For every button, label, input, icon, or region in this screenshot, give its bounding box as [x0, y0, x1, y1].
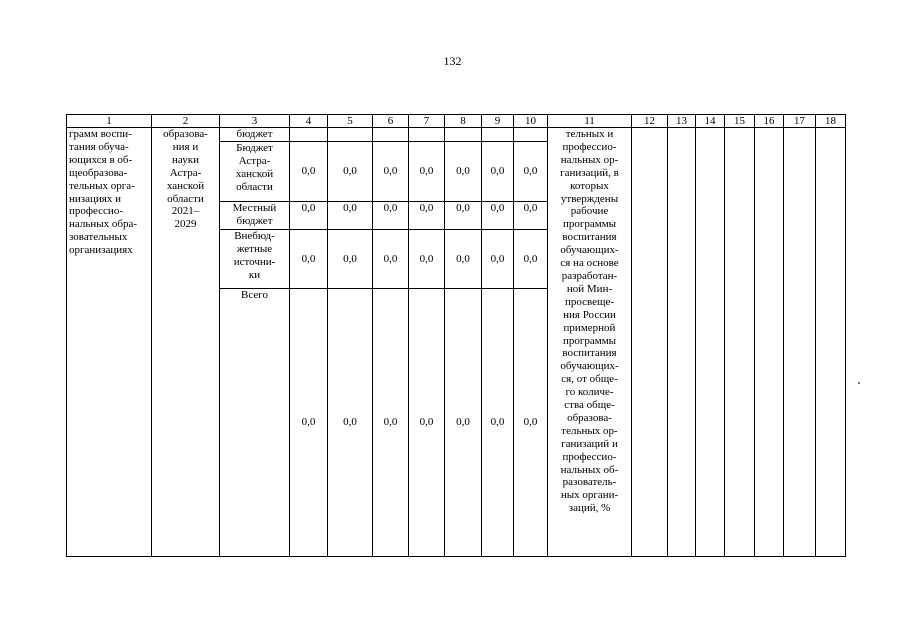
program-table [66, 114, 846, 557]
empty-cell [632, 128, 668, 557]
value-cell: 0,0 [514, 142, 548, 202]
value-cell: 0,0 [373, 142, 409, 202]
empty-cell [668, 128, 696, 557]
header-cell: 2 [152, 115, 220, 128]
value-cell: 0,0 [409, 289, 445, 557]
value-cell: 0,0 [445, 289, 482, 557]
value-cell: 0,0 [514, 289, 548, 557]
value-cell [373, 128, 409, 142]
header-cell: 12 [632, 115, 668, 128]
source-text: Внебюд- жетные источни- ки [233, 230, 276, 281]
value-cell [290, 128, 328, 142]
value-cell: 0,0 [328, 202, 373, 230]
value-cell: 0,0 [514, 202, 548, 230]
source-cell [220, 230, 290, 289]
value-cell: 0,0 [290, 142, 328, 202]
value-cell [482, 128, 514, 142]
header-cell: 1 [67, 115, 152, 128]
header-cell: 5 [328, 115, 373, 128]
value-cell: 0,0 [290, 230, 328, 289]
value-cell: 0,0 [409, 230, 445, 289]
value-cell: 0,0 [445, 230, 482, 289]
source-cell [220, 202, 290, 230]
value-cell: 0,0 [482, 202, 514, 230]
value-cell: 0,0 [409, 142, 445, 202]
value-cell: 0,0 [482, 289, 514, 557]
value-cell [409, 128, 445, 142]
value-cell: 0,0 [445, 142, 482, 202]
source-cell [220, 142, 290, 202]
empty-cell [816, 128, 846, 557]
value-cell: 0,0 [290, 202, 328, 230]
source-text: Бюджет Астра- ханской области [235, 142, 274, 193]
header-cell: 17 [784, 115, 816, 128]
table-row [67, 128, 846, 142]
empty-cell [755, 128, 784, 557]
value-cell: 0,0 [445, 202, 482, 230]
program-name-cell [67, 128, 152, 557]
empty-cell [725, 128, 755, 557]
header-cell: 4 [290, 115, 328, 128]
value-cell: 0,0 [409, 202, 445, 230]
header-cell: 11 [548, 115, 632, 128]
value-cell: 0,0 [373, 289, 409, 557]
header-cell: 8 [445, 115, 482, 128]
value-cell: 0,0 [328, 230, 373, 289]
source-cell [220, 289, 290, 557]
value-cell [445, 128, 482, 142]
value-cell: 0,0 [482, 142, 514, 202]
value-cell [328, 128, 373, 142]
header-cell: 15 [725, 115, 755, 128]
header-cell: 16 [755, 115, 784, 128]
header-cell: 7 [409, 115, 445, 128]
header-cell: 18 [816, 115, 846, 128]
value-cell: 0,0 [373, 202, 409, 230]
page-number: 132 [443, 54, 462, 68]
header-row [67, 115, 846, 128]
program-name-text: грамм воспи- тания обуча- ющихся в об- щеобразова- тельных орга- низациях и профессио- нальных обра- зовательных организациях [69, 128, 138, 257]
empty-cell [696, 128, 725, 557]
value-cell [514, 128, 548, 142]
source-cell [220, 128, 290, 142]
value-cell: 0,0 [514, 230, 548, 289]
indicator-cell [548, 128, 632, 557]
header-cell: 13 [668, 115, 696, 128]
header-cell: 6 [373, 115, 409, 128]
header-cell: 9 [482, 115, 514, 128]
executor-cell [152, 128, 220, 557]
value-cell: 0,0 [328, 142, 373, 202]
value-cell: 0,0 [290, 289, 328, 557]
empty-cell [784, 128, 816, 557]
scan-speck [858, 382, 860, 384]
header-cell: 3 [220, 115, 290, 128]
header-cell: 14 [696, 115, 725, 128]
value-cell: 0,0 [482, 230, 514, 289]
value-cell: 0,0 [328, 289, 373, 557]
header-cell: 10 [514, 115, 548, 128]
source-text: Местный бюджет [232, 202, 277, 227]
indicator-text: тельных и профессио- нальных ор- ганизаций, в которых утверждены рабочие программы воспитания обучающих- ся на основе разработан- ной Мин- просвеще- ния России примерной программы воспитания обучающих- ся, от обще- го количе- ства обще- образова- тельных ор- ганизаций и профессио- нальных об- разователь- ных органи- заций, % [560, 128, 619, 515]
source-text: бюджет [236, 128, 273, 140]
source-text: Всего [241, 289, 268, 301]
value-cell: 0,0 [373, 230, 409, 289]
executor-text: образова- ния и науки Астра- ханской области 2021– 2029 [163, 128, 208, 231]
